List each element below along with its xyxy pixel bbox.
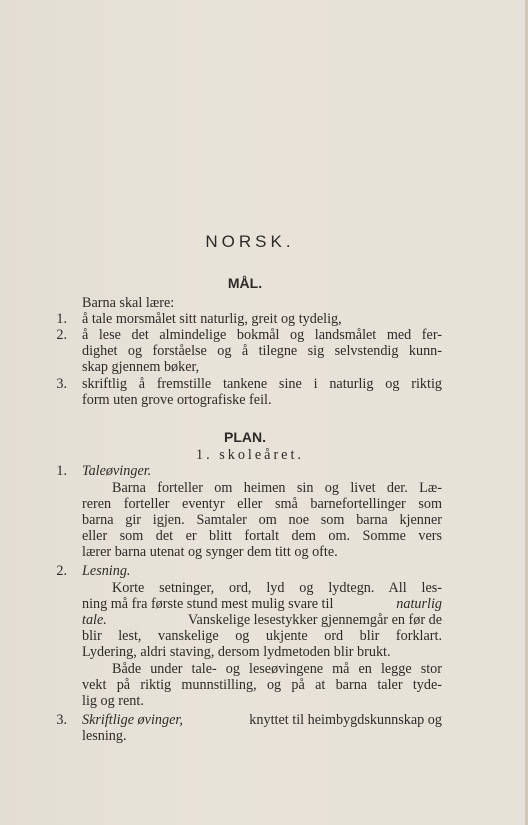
section-2-line: blir lest, vanskelige og ukjente ord blir forklart. (82, 628, 442, 644)
section-2-line: vekt på riktig munnstilling, og på at barna taler tyde- (82, 677, 442, 693)
section-3-number: 3. (56, 712, 67, 728)
section-1-line: barna gir igjen. Samtaler om noe som barna kjenner (82, 512, 442, 528)
section-2-line: Korte setninger, ord, lyd og lydtegn. All les- (112, 580, 442, 596)
section-3-title: Skriftlige øvinger, (82, 712, 183, 728)
mal-item-1-number: 1. (56, 311, 67, 327)
mal-item-1-line: å tale morsmålet sitt naturlig, greit og tydelig, (82, 311, 342, 327)
section-1-line: eller som det er blitt fortalt dem om. Somme vers (82, 528, 442, 544)
section-1-line: reren forteller eventyr eller små barnefortellinger som (82, 496, 442, 512)
section-2-line-mixed (82, 596, 442, 612)
section-2-line: Lydering, aldri staving, dersom lydmetoden blir brukt. (82, 644, 391, 660)
section-1-number: 1. (56, 463, 67, 479)
plan-year: 1. skoleåret. (196, 447, 304, 463)
mal-item-2-line: dighet og forståelse og å tilegne sig selvstendig kunn- (82, 343, 442, 359)
page-title: NORSK. (205, 232, 295, 251)
section-3-line-mixed (82, 712, 442, 728)
section-1-line: lærer barna utenat og synger dem titt og ofte. (82, 544, 338, 560)
mal-item-3-line: skriftlig å fremstille tankene sine i naturlig og riktig (82, 376, 442, 392)
section-2-line: lig og rent. (82, 693, 144, 709)
section-3-line: lesning. (82, 728, 127, 744)
section-2-text: Vanskelige lesestykker gjennemgår en før de (187, 612, 442, 628)
section-1-line: Barna forteller om heimen sin og livet der. Læ- (112, 480, 442, 496)
section-2-title: Lesning. (82, 563, 131, 579)
mal-item-3-number: 3. (56, 376, 67, 392)
section-2-line: Både under tale- og leseøvingene må en legge stor (112, 661, 442, 677)
mal-item-2-line: å lese det almindelige bokmål og landsmålet med fer- (82, 327, 442, 343)
section-2-number: 2. (56, 563, 67, 579)
plan-heading: PLAN. (224, 429, 266, 445)
section-2-emphasis: tale. (82, 612, 107, 628)
mal-item-3-line: form uten grove ortografiske feil. (82, 392, 272, 408)
mal-item-2-number: 2. (56, 327, 67, 343)
section-2-emphasis: naturlig (396, 596, 442, 612)
mal-intro: Barna skal lære: (82, 295, 175, 311)
section-3-text: knyttet til heimbygdskunnskap og (249, 712, 442, 728)
section-2-text: ning må fra første stund mest mulig svare til (82, 596, 334, 612)
mal-heading: MÅL. (227, 275, 263, 291)
mal-item-2-line: skap gjennem bøker, (82, 359, 200, 375)
section-2-line-mixed (82, 612, 442, 628)
section-1-title: Taleøvinger. (82, 463, 152, 479)
